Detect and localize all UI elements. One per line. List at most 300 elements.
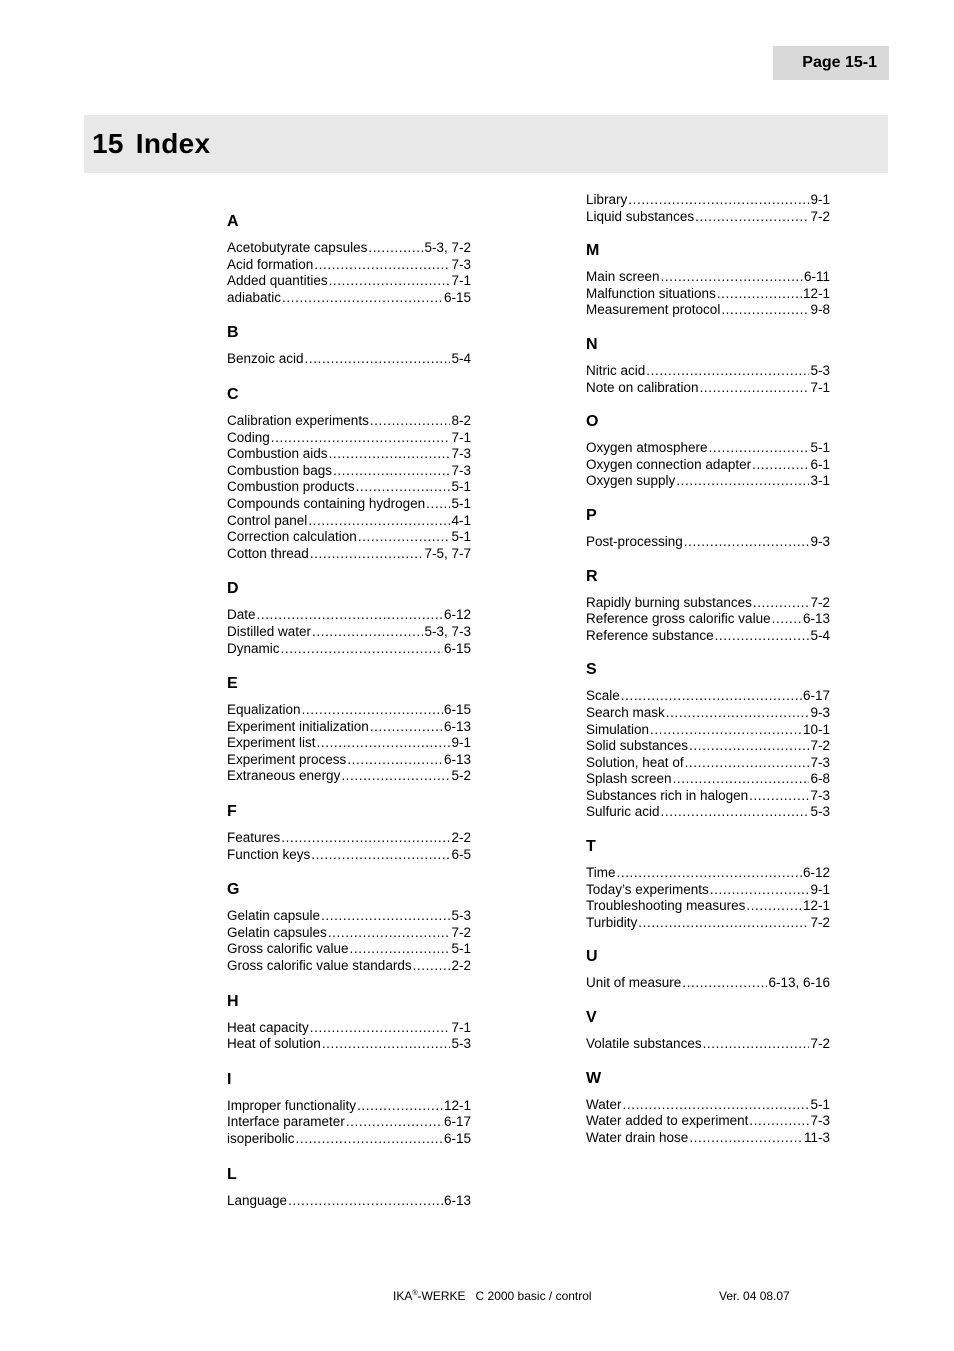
index-term: Splash screen bbox=[586, 771, 672, 787]
section-letter: H bbox=[227, 992, 239, 1010]
index-entry bbox=[586, 771, 830, 788]
page-reference: 6-11 bbox=[803, 269, 830, 285]
page-reference: 6-15 bbox=[443, 702, 471, 718]
dot-leader bbox=[721, 302, 809, 319]
index-term: Experiment list bbox=[227, 735, 316, 751]
page-reference: 7-1 bbox=[451, 273, 471, 289]
dot-leader bbox=[370, 719, 443, 736]
index-term: Compounds containing hydrogen bbox=[227, 495, 426, 511]
index-entry bbox=[227, 641, 471, 658]
page-reference: 5-1 bbox=[810, 440, 830, 456]
page-reference: 6-13 bbox=[443, 1192, 471, 1208]
index-term: Heat capacity bbox=[227, 1019, 309, 1035]
section-letter: D bbox=[227, 580, 239, 598]
page-reference: 6-8 bbox=[810, 771, 830, 787]
page-reference: 5-3 bbox=[451, 908, 471, 924]
dot-leader bbox=[296, 1131, 443, 1148]
section-letter: I bbox=[227, 1070, 232, 1088]
index-term: Simulation bbox=[586, 721, 650, 737]
index-section-d bbox=[227, 579, 471, 657]
page-reference: 6-13 bbox=[443, 718, 471, 734]
index-term: Extraneous energy bbox=[227, 768, 341, 784]
index-term: Added quantities bbox=[227, 273, 328, 289]
index-entry bbox=[227, 908, 471, 925]
dot-leader bbox=[710, 882, 810, 899]
index-entry bbox=[227, 702, 471, 719]
page-reference: 12-1 bbox=[802, 285, 830, 301]
index-term: Improper functionality bbox=[227, 1097, 357, 1113]
index-entry bbox=[227, 958, 471, 975]
index-section-e bbox=[227, 674, 471, 785]
dot-leader bbox=[288, 1193, 443, 1210]
index-entry bbox=[227, 240, 471, 257]
page-reference: 4-1 bbox=[451, 512, 471, 528]
index-term: Gross calorific value standards bbox=[227, 958, 412, 974]
index-term: Turbidity bbox=[586, 914, 638, 930]
index-column-right bbox=[586, 192, 830, 1146]
index-term: Oxygen atmosphere bbox=[586, 440, 708, 456]
dot-leader bbox=[314, 257, 450, 274]
page-reference: 5-1 bbox=[451, 495, 471, 511]
dot-leader bbox=[347, 752, 443, 769]
dot-leader bbox=[666, 705, 810, 722]
dot-leader bbox=[356, 479, 451, 496]
index-term: Cotton thread bbox=[227, 545, 309, 561]
dot-leader bbox=[621, 688, 802, 705]
index-entry bbox=[227, 1098, 471, 1115]
page-reference: 5-4 bbox=[810, 627, 830, 643]
index-term: Experiment process bbox=[227, 751, 347, 767]
index-entry bbox=[227, 1193, 471, 1210]
index-section-o bbox=[586, 412, 830, 490]
index-entry bbox=[586, 534, 830, 551]
dot-leader bbox=[623, 1097, 810, 1114]
index-entry bbox=[586, 302, 830, 319]
index-entry bbox=[586, 722, 830, 739]
index-entry bbox=[586, 738, 830, 755]
page-reference: 7-3 bbox=[810, 1113, 830, 1129]
page-reference: 5-4 bbox=[451, 351, 471, 367]
index-term: Reference gross calorific value bbox=[586, 611, 771, 627]
page-reference: 6-13, 6-16 bbox=[768, 975, 830, 991]
section-letter: A bbox=[227, 213, 239, 230]
index-entry bbox=[586, 705, 830, 722]
index-section-g bbox=[227, 880, 471, 974]
index-term: Scale bbox=[586, 688, 620, 704]
index-entry bbox=[586, 975, 830, 992]
index-term: Main screen bbox=[586, 269, 660, 285]
index-section-n bbox=[586, 335, 830, 396]
index-term: Equalization bbox=[227, 702, 301, 718]
index-term: Volatile substances bbox=[586, 1036, 702, 1052]
dot-leader bbox=[281, 641, 443, 658]
index-entry bbox=[227, 479, 471, 496]
page-reference: 7-2 bbox=[451, 924, 471, 940]
section-letter: B bbox=[227, 324, 239, 342]
index-term: Time bbox=[586, 865, 616, 881]
index-term: Gross calorific value bbox=[227, 941, 349, 957]
dot-leader bbox=[638, 915, 809, 932]
dot-leader bbox=[257, 607, 443, 624]
index-section-c bbox=[227, 385, 471, 562]
index-term: Coding bbox=[227, 429, 270, 445]
index-term: Note on calibration bbox=[586, 379, 699, 395]
page-reference: 7-2 bbox=[810, 914, 830, 930]
index-entry bbox=[227, 513, 471, 530]
page-reference: 7-3 bbox=[810, 787, 830, 803]
index-entry bbox=[586, 457, 830, 474]
dot-leader bbox=[311, 847, 450, 864]
index-entry bbox=[586, 628, 830, 645]
page-reference: 9-1 bbox=[810, 881, 830, 897]
page-reference: 5-3, 7-2 bbox=[424, 240, 471, 255]
page-reference: 5-2 bbox=[451, 768, 471, 784]
dot-leader bbox=[715, 628, 810, 645]
dot-leader bbox=[322, 1036, 451, 1053]
page-reference: 6-15 bbox=[443, 289, 471, 305]
index-term: Sulfuric acid bbox=[586, 804, 660, 820]
index-term: Control panel bbox=[227, 512, 308, 528]
index-term: adiabatic bbox=[227, 289, 282, 305]
index-entry bbox=[227, 430, 471, 447]
page-reference: 7-3 bbox=[451, 256, 471, 272]
index-term: Heat of solution bbox=[227, 1036, 321, 1052]
index-term: Solution, heat of bbox=[586, 754, 684, 770]
page-reference: 7-3 bbox=[451, 462, 471, 478]
page-reference: 7-3 bbox=[810, 754, 830, 770]
index-entry bbox=[586, 688, 830, 705]
index-section-s bbox=[586, 660, 830, 821]
index-entry bbox=[227, 607, 471, 624]
index-entry bbox=[586, 755, 830, 772]
index-entry bbox=[227, 624, 471, 641]
footer-product-name: C 2000 basic / control bbox=[475, 1289, 592, 1303]
index-entry bbox=[586, 915, 830, 932]
page-reference: 6-15 bbox=[443, 1131, 471, 1146]
dot-leader bbox=[753, 595, 810, 612]
index-entry bbox=[227, 752, 471, 769]
index-entry bbox=[586, 1097, 830, 1114]
page-reference: 6-12 bbox=[802, 865, 830, 881]
index-entry bbox=[227, 830, 471, 847]
index-term: Function keys bbox=[227, 846, 311, 862]
page-reference: 6-17 bbox=[802, 688, 830, 704]
index-term: Oxygen supply bbox=[586, 473, 676, 489]
index-term: Troubleshooting measures bbox=[586, 898, 746, 914]
page-reference: 7-1 bbox=[451, 1019, 471, 1035]
dot-leader bbox=[310, 1020, 451, 1037]
page-reference: 9-1 bbox=[810, 192, 830, 207]
index-term: Water added to experiment bbox=[586, 1113, 749, 1129]
dot-leader bbox=[341, 768, 450, 785]
index-right-sections bbox=[586, 241, 830, 1146]
index-section-u bbox=[586, 947, 830, 992]
index-entry bbox=[227, 941, 471, 958]
page-reference: 5-1 bbox=[451, 941, 471, 957]
index-entry bbox=[227, 463, 471, 480]
index-section-i bbox=[227, 1070, 471, 1148]
dot-leader bbox=[703, 1036, 810, 1053]
index-term: Unit of measure bbox=[586, 975, 682, 991]
index-entry bbox=[227, 768, 471, 785]
dot-leader bbox=[689, 1130, 803, 1147]
page-reference: 6-13 bbox=[443, 751, 471, 767]
index-entry bbox=[586, 595, 830, 612]
page-reference: 9-1 bbox=[451, 735, 471, 751]
dot-leader bbox=[357, 1098, 443, 1115]
dot-leader bbox=[271, 430, 451, 447]
footer-brand-suffix: -WERKE bbox=[417, 1289, 466, 1303]
dot-leader bbox=[752, 457, 809, 474]
index-entry bbox=[586, 380, 830, 397]
index-term: Measurement protocol bbox=[586, 302, 721, 318]
index-entry bbox=[586, 209, 830, 226]
index-term: Liquid substances bbox=[586, 208, 695, 224]
dot-leader bbox=[689, 738, 809, 755]
index-term: Language bbox=[227, 1192, 288, 1208]
page-reference: 2-2 bbox=[451, 958, 471, 974]
dot-leader bbox=[700, 380, 810, 397]
index-entry bbox=[586, 192, 830, 209]
index-term: Experiment initialization bbox=[227, 718, 369, 734]
index-term: Today’s experiments bbox=[586, 881, 709, 897]
index-entry bbox=[586, 865, 830, 882]
dot-leader bbox=[308, 513, 450, 530]
index-entry bbox=[227, 1131, 471, 1148]
page-reference: 11-3 bbox=[803, 1129, 830, 1145]
index-entry bbox=[227, 351, 471, 368]
index-entry bbox=[227, 1036, 471, 1053]
index-section-t bbox=[586, 837, 830, 931]
index-section-l bbox=[227, 1165, 471, 1210]
index-term: Rapidly burning substances bbox=[586, 594, 752, 610]
page-reference: 6-17 bbox=[443, 1114, 471, 1130]
page-reference: 7-1 bbox=[810, 379, 830, 395]
page-reference: 7-2 bbox=[810, 594, 830, 610]
index-entry bbox=[586, 882, 830, 899]
dot-leader bbox=[749, 788, 809, 805]
dot-leader bbox=[329, 273, 451, 290]
dot-leader bbox=[746, 898, 802, 915]
dot-leader bbox=[350, 941, 451, 958]
index-term: Dynamic bbox=[227, 640, 280, 656]
dot-leader bbox=[310, 546, 424, 563]
index-term: Water drain hose bbox=[586, 1129, 689, 1145]
dot-leader bbox=[646, 363, 809, 380]
index-term: Solid substances bbox=[586, 738, 689, 754]
dot-leader bbox=[305, 351, 451, 368]
page-reference: 9-3 bbox=[810, 533, 830, 549]
index-term: Post-processing bbox=[586, 533, 683, 549]
index-entry bbox=[586, 473, 830, 490]
index-term: Gelatin capsules bbox=[227, 924, 327, 940]
index-term: Combustion bags bbox=[227, 462, 333, 478]
index-entry bbox=[586, 611, 830, 628]
index-entry bbox=[227, 1114, 471, 1131]
index-section-h bbox=[227, 992, 471, 1053]
index-term: Features bbox=[227, 830, 281, 846]
dot-leader bbox=[413, 958, 451, 975]
page-reference: 6-5 bbox=[451, 846, 471, 862]
dot-leader bbox=[617, 865, 802, 882]
section-letter: L bbox=[227, 1165, 237, 1183]
section-letter: N bbox=[586, 335, 598, 353]
section-letter: T bbox=[586, 838, 596, 856]
index-term: Reference substance bbox=[586, 627, 714, 643]
index-section-p bbox=[586, 506, 830, 551]
index-term: Combustion aids bbox=[227, 446, 328, 462]
index-entry bbox=[586, 269, 830, 286]
index-term: Correction calculation bbox=[227, 529, 357, 545]
page-reference: 2-2 bbox=[451, 830, 471, 846]
section-letter: V bbox=[586, 1009, 597, 1027]
dot-leader bbox=[368, 240, 423, 257]
index-column-left bbox=[227, 212, 471, 1209]
index-entry bbox=[227, 546, 471, 563]
index-term: Interface parameter bbox=[227, 1114, 345, 1130]
page-reference: 12-1 bbox=[802, 898, 830, 914]
dot-leader bbox=[358, 529, 451, 546]
index-term: Malfunction situations bbox=[586, 285, 716, 301]
index-entry bbox=[586, 1113, 830, 1130]
page-reference: 7-1 bbox=[451, 429, 471, 445]
dot-leader bbox=[628, 192, 809, 209]
dot-leader bbox=[682, 975, 767, 992]
section-letter: O bbox=[586, 413, 599, 431]
index-section-w bbox=[586, 1069, 830, 1147]
dot-leader bbox=[650, 722, 802, 739]
dot-leader bbox=[673, 771, 810, 788]
dot-leader bbox=[317, 735, 451, 752]
index-section-a bbox=[227, 212, 471, 306]
index-entry bbox=[586, 440, 830, 457]
chapter-number: 15 bbox=[92, 128, 124, 159]
index-entry bbox=[227, 529, 471, 546]
index-term: Oxygen connection adapter bbox=[586, 456, 752, 472]
section-letter: M bbox=[586, 242, 600, 260]
index-term: Water bbox=[586, 1096, 622, 1112]
index-term: Acetobutyrate capsules bbox=[227, 240, 368, 255]
index-entry bbox=[227, 719, 471, 736]
dot-leader bbox=[281, 830, 450, 847]
page-reference: 8-2 bbox=[451, 412, 471, 428]
page-reference: 6-1 bbox=[810, 456, 830, 472]
page-reference: 5-3 bbox=[451, 1036, 471, 1052]
page-reference: 10-1 bbox=[802, 721, 830, 737]
index-section-m bbox=[586, 241, 830, 319]
dot-leader bbox=[346, 1114, 443, 1131]
index-entry bbox=[586, 804, 830, 821]
index-term: Calibration experiments bbox=[227, 412, 369, 428]
dot-leader bbox=[661, 269, 803, 286]
page-reference: 5-1 bbox=[451, 529, 471, 545]
dot-leader bbox=[328, 925, 451, 942]
index-entry bbox=[227, 446, 471, 463]
index-entry bbox=[227, 925, 471, 942]
section-letter: W bbox=[586, 1069, 602, 1087]
page-reference: 5-3, 7-3 bbox=[424, 623, 471, 639]
dot-leader bbox=[684, 534, 810, 551]
page-reference: 5-3 bbox=[810, 362, 830, 378]
page-reference: 7-3 bbox=[451, 446, 471, 462]
index-entry bbox=[586, 1036, 830, 1053]
index-entry bbox=[227, 257, 471, 274]
index-entry bbox=[586, 1130, 830, 1147]
dot-leader bbox=[749, 1113, 809, 1130]
page-reference: 9-3 bbox=[810, 704, 830, 720]
page-reference: 6-12 bbox=[443, 607, 471, 623]
index-continuation-l bbox=[586, 192, 830, 225]
page-reference: 9-8 bbox=[810, 302, 830, 318]
dot-leader bbox=[333, 463, 450, 480]
dot-leader bbox=[709, 440, 810, 457]
index-term: Combustion products bbox=[227, 479, 355, 495]
dot-leader bbox=[321, 908, 450, 925]
index-section-r bbox=[586, 567, 830, 645]
index-term: Benzoic acid bbox=[227, 351, 304, 367]
index-entry bbox=[586, 286, 830, 303]
chapter-title: Index bbox=[135, 128, 211, 159]
index-entry bbox=[586, 363, 830, 380]
page-number-badge: Page 15-1 bbox=[773, 46, 889, 80]
page-reference: 6-13 bbox=[802, 611, 830, 627]
footer-brand: IKA bbox=[393, 1289, 413, 1303]
index-entry bbox=[227, 290, 471, 307]
section-letter: S bbox=[586, 661, 597, 679]
dot-leader bbox=[426, 496, 450, 513]
dot-leader bbox=[661, 804, 810, 821]
section-letter: C bbox=[227, 385, 239, 403]
page-reference: 7-2 bbox=[810, 1036, 830, 1052]
index-entry bbox=[227, 1020, 471, 1037]
dot-leader bbox=[695, 209, 809, 226]
footer-product bbox=[393, 1288, 592, 1304]
dot-leader bbox=[329, 446, 451, 463]
page-reference: 7-2 bbox=[810, 738, 830, 754]
dot-leader bbox=[282, 290, 443, 307]
index-entry bbox=[227, 735, 471, 752]
index-entry bbox=[586, 898, 830, 915]
dot-leader bbox=[370, 413, 451, 430]
dot-leader bbox=[772, 611, 802, 628]
section-letter: U bbox=[586, 948, 598, 966]
index-entry bbox=[227, 273, 471, 290]
page-reference: 12-1 bbox=[443, 1097, 471, 1113]
index-term: Nitric acid bbox=[586, 362, 646, 378]
section-letter: E bbox=[227, 675, 238, 693]
index-term: Substances rich in halogen bbox=[586, 787, 749, 803]
footer-version: Ver. 04 08.07 bbox=[719, 1289, 790, 1303]
section-letter: P bbox=[586, 506, 597, 524]
index-section-f bbox=[227, 802, 471, 863]
section-letter: R bbox=[586, 567, 598, 585]
index-section-b bbox=[227, 323, 471, 368]
index-entry bbox=[586, 788, 830, 805]
index-term: Gelatin capsule bbox=[227, 908, 321, 924]
index-term: Distilled water bbox=[227, 623, 312, 639]
page-reference: 6-15 bbox=[443, 640, 471, 656]
page-reference: 7-5, 7-7 bbox=[424, 545, 471, 561]
index-entry bbox=[227, 413, 471, 430]
index-term: Library bbox=[586, 192, 628, 207]
dot-leader bbox=[312, 624, 423, 641]
page-reference: 3-1 bbox=[810, 473, 830, 489]
registered-mark: ® bbox=[412, 1290, 418, 1297]
index-term: Date bbox=[227, 607, 256, 623]
section-letter: G bbox=[227, 881, 240, 899]
index-section-v bbox=[586, 1008, 830, 1053]
section-letter: F bbox=[227, 803, 237, 821]
